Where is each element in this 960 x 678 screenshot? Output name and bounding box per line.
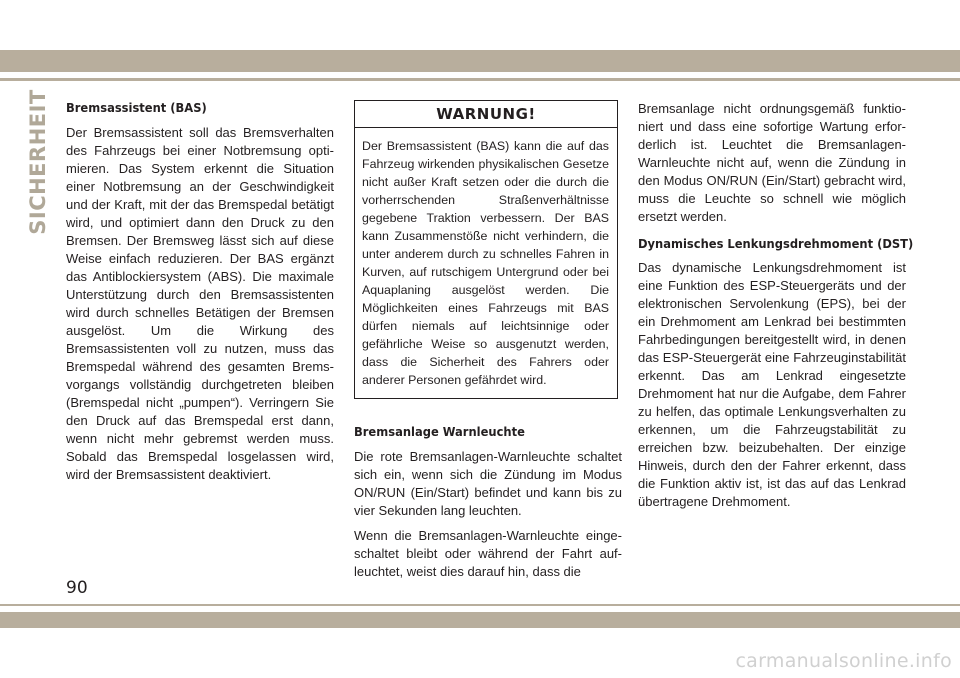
- warning-text: Der Bremsassistent (BAS) kann die auf das Fahrzeug wirkenden physikalischen Gesetze nicht außer Kraft setzen oder die durch die vorherrschenden Straßenverhältnisse gegebene Traktion verbessern. Der BAS kann Zusammenstöße nicht verhindern, die unter anderem durch zu schnelles Fahren in Kurven, auf rutschigem Untergrund oder bei Aquaplaning ausgelöst werden. Die Möglichkeiten eines Fahrzeugs mit BAS dürfen niemals auf leichtsinnige oder gefährliche Weise so ausgenutzt werden, dass die Sicherheit des Fahrers oder anderer Personen gefährdet wird.: [362, 139, 609, 387]
- warning-box: [354, 100, 618, 399]
- paragraph-warning-light-1: Die rote Bremsanlagen-Warnleuchte schaltet sich ein, wenn sich die Zündung im Modus ON/RUN (Ein/Start) befindet und kann bis zu vier Sekunden lang leuchten.: [354, 449, 622, 518]
- paragraph-warning-light-2: Wenn die Bremsanlagen-Warnleuchte eingeschaltet bleibt oder während der Fahrt aufleuchtet, weist dies darauf hin, dass die: [354, 528, 622, 579]
- warning-title: WARNUNG!: [355, 101, 617, 128]
- header-rule: [0, 78, 960, 81]
- heading-dst: Dynamisches Lenkungsdrehmoment (DST): [638, 236, 914, 251]
- heading-brake-warning-light: Bremsanlage Warnleuchte: [354, 424, 525, 439]
- column-right: [638, 100, 914, 511]
- section-label: [24, 89, 52, 235]
- column-left: [66, 100, 334, 484]
- page-number: 90: [66, 578, 88, 598]
- footer-rule: [0, 604, 960, 606]
- footer-band: [0, 612, 960, 628]
- paragraph-warning-light-continued: Bremsanlage nicht ordnungsgemäß funktioniert und dass eine sofortige Wartung erforderlich ist. Leuchtet die Bremsanlagen-Warnleuchte nicht auf, wenn die Zündung in den Modus ON/RUN (Ein/Start) gebracht wird, muss die Leuchte so schnell wie möglich ersetzt werden.: [638, 101, 906, 224]
- heading-brake-assist: Bremsassistent (BAS): [66, 100, 207, 115]
- paragraph-dst: Das dynamische Lenkungsdrehmoment ist eine Funktion des ESP-Steuergeräts und der elektronischen Servolenkung (EPS), bei der ein Drehmoment am Lenkrad bei bestimmten Fahrbedingungen bereitgestellt wird, in denen das ESP-Steuergerät eine Fahrzeuginstabilität erkennt. Das am Lenkrad eingesetzte Drehmoment hat nur die Aufgabe, dem Fahrer zu helfen, das optimale Lenkungsverhalten zu erkennen, um die Fahrzeugstabilität zu erreichen bzw. beizubehalten. Der einzige Hinweis, durch den der Fahrer erkennt, dass die Funktion aktiv ist, ist das auf das Lenkrad übertragene Drehmoment.: [638, 260, 906, 509]
- section-label-text: SICHERHEIT: [26, 89, 50, 235]
- paragraph-brake-assist: Der Bremsassistent soll das Bremsverhalten des Fahrzeugs bei einer Notbremsung optimieren. Das System erkennt die Situation einer Notbremsung an der Geschwindigkeit und der Kraft, mit der das Bremspedal betätigt wird, und optimiert dann den Druck zu den Bremsen. Der Bremsweg lässt sich auf diese Weise einfach reduzieren. Der BAS ergänzt das Antiblockiersystem (ABS). Die maximale Unterstützung durch den Bremsassistenten wird durch schnelles Betätigen der Bremsen ausgelöst. Um die Wirkung des Bremsassistenten voll zu nutzen, muss das Bremspedal während des gesamten Bremsvorgangs vollständig durchgetreten bleiben (Bremspedal nicht „pumpen“). Verringern Sie den Druck auf das Bremspedal erst dann, wenn nicht mehr gebremst werden muss. Sobald das Bremspedal losgelassen wird, wird der Bremsassistent deaktiviert.: [66, 125, 334, 482]
- header-band: [0, 50, 960, 72]
- column-middle: [354, 100, 622, 581]
- watermark: carmanualsonline.info: [735, 650, 952, 672]
